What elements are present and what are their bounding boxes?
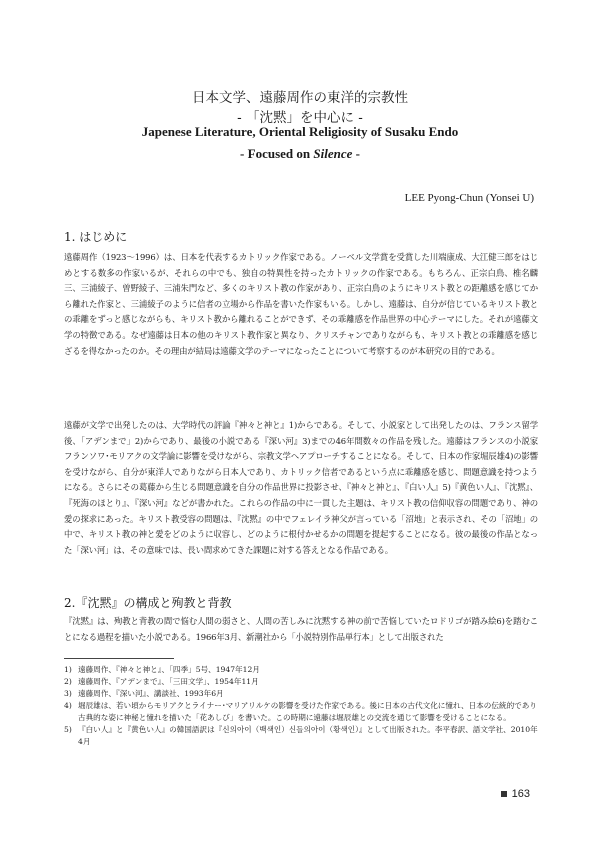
title-english: Japenese Literature, Oriental Religiosity of Susaku Endo	[141, 124, 459, 139]
footnote-number: 4)	[64, 701, 72, 710]
title-japanese: 日本文学、遠藤周作の東洋的宗教性	[192, 90, 408, 106]
page-number	[501, 788, 530, 800]
footnote-2	[64, 676, 542, 688]
section-2-paragraph-1: 『沈黙』は、殉教と背教の間で悩む人間の弱さと、人間の苦しみに沈黙する神の前で苦悩していたロドリゴが踏み絵6)を踏むことになる過程を描いた小説である。1966年3月、新潮社から「小説特別作品単行本」として出版された	[64, 616, 538, 642]
footnote-3	[64, 688, 542, 700]
section-1-paragraph-2: 遠藤が文学で出発したのは、大学時代の評論『神々と神と』1)からである。そして、小説家として出発したのは、フランス留学後、「アデンまで」2)からであり、最後の小説である『深い河』3)までの46年間数々の作品を残した。遠藤はフランスの小説家フランソワ･モリアクの文学論に影響を受けながら、宗教文学へアプローチすることになる。そして、日本の作家堀辰雄4)の影響を受けながら、自分が東洋人でありながら日本人であり、カトリック信者であるという点に乖離感を感じ、問題意識を持つようになる。さらにその葛藤から生じる問題意識を自分の作品世界に投影させ、『神々と神と』、『白い人』5)『黄色い人』、『沈黙』、『死海のほとり』、『深い河』などが書かれた。これらの作品の中に一貫した主題は、キリスト教の信仰収容の問題であり、神の愛の探求にあった。キリスト教受容の問題は、『沈黙』の中でフェレイラ神父が言っている「沼地」と表示され、その「沼地」の中で、キリスト教の神と愛をどのように収容し、どのように根付かせるかの問題を提起することになる。彼の最後の作品となった「深い河」は、その意味では、長い間求めてきた課題に対する答えとなる作品である。	[64, 420, 538, 555]
page-number-value: 163	[511, 788, 530, 800]
subtitle-english	[0, 146, 600, 162]
footnote-number: 5)	[64, 725, 72, 734]
footnote-text: 遠藤周作、『アデンまで』、「三田文学」、1954年11月	[78, 677, 259, 686]
footnote-text: 遠藤周作、『深い河』、講談社、1993年6月	[78, 689, 224, 698]
subtitle-english-suffix: -	[352, 146, 360, 161]
footnote-1	[64, 664, 542, 676]
footnote-number: 3)	[64, 689, 72, 698]
footnotes	[64, 664, 542, 748]
section-2-heading: 2.『沈黙』の構成と殉教と背教	[64, 596, 232, 610]
author-line: LEE Pyong-Chun (Yonsei U)	[404, 192, 534, 204]
square-bullet-icon	[501, 791, 507, 797]
section-1-paragraph-1: 遠藤周作（1923～1996）は、日本を代表するカトリック作家である。ノーベル文学賞を受賞した川端康成、大江健三郎をはじめとする数多の作家いるが、それらの中でも、独自の特異性を持ったカトリックの作家である。もちろん、正宗白鳥、椎名麟三、三浦綾子、曽野綾子、三浦朱門など、多くのキリスト教の作家があり、正宗白鳥のようにキリスト教との距離感を感じてから離れた作家と、三浦綾子のように信者の立場から作品を書いた作家もいる。しかし、遠藤は、自分が信じているキリスト教との乖離をずっと感じながらも、キリスト教から離れることができず、その乖離感を作品世界の中心テーマにした。それが遠藤文学の特徴である。なぜ遠藤は日本の他のキリスト教作家と異なり、クリスチャンでありながらも、キリスト教との乖離感を感じざるを得なかったのか。その理由が結局は遠藤文学のテーマになったことについて考察するのが本研究の目的である。	[64, 252, 538, 356]
subtitle-english-italic: Silence	[313, 146, 353, 161]
footnote-text: 『白い人』と『黄色い人』の韓国語訳は『신의아이（백색인）신들의아이（황색인）』として出版された。李平春訳、語文学社、2010年4月	[78, 725, 538, 746]
subtitle-japanese: - 「沈黙」を中心に -	[237, 110, 363, 126]
footnote-divider	[64, 658, 174, 659]
footnote-number: 2)	[64, 677, 72, 686]
footnote-text: 堀辰雄は、若い頃からモリアクとライナー･マリアリルケの影響を受けた作家である。後に日本の古代文化に憧れ、日本の伝統的であり古典的な姿に神秘と憧れを描いた「花あしび」を書いた。この時期に遠藤は堀辰雄との交流を通じて影響を受けることになる。	[78, 701, 537, 722]
footnote-number: 1)	[64, 665, 72, 674]
subtitle-english-prefix: - Focused on	[240, 146, 314, 161]
footnote-4	[64, 700, 542, 724]
footnote-text: 遠藤周作、『神々と神と』、「四季」5号、1947年12月	[78, 665, 260, 674]
section-1-heading: 1. はじめに	[64, 230, 128, 244]
footnote-5	[64, 724, 542, 748]
